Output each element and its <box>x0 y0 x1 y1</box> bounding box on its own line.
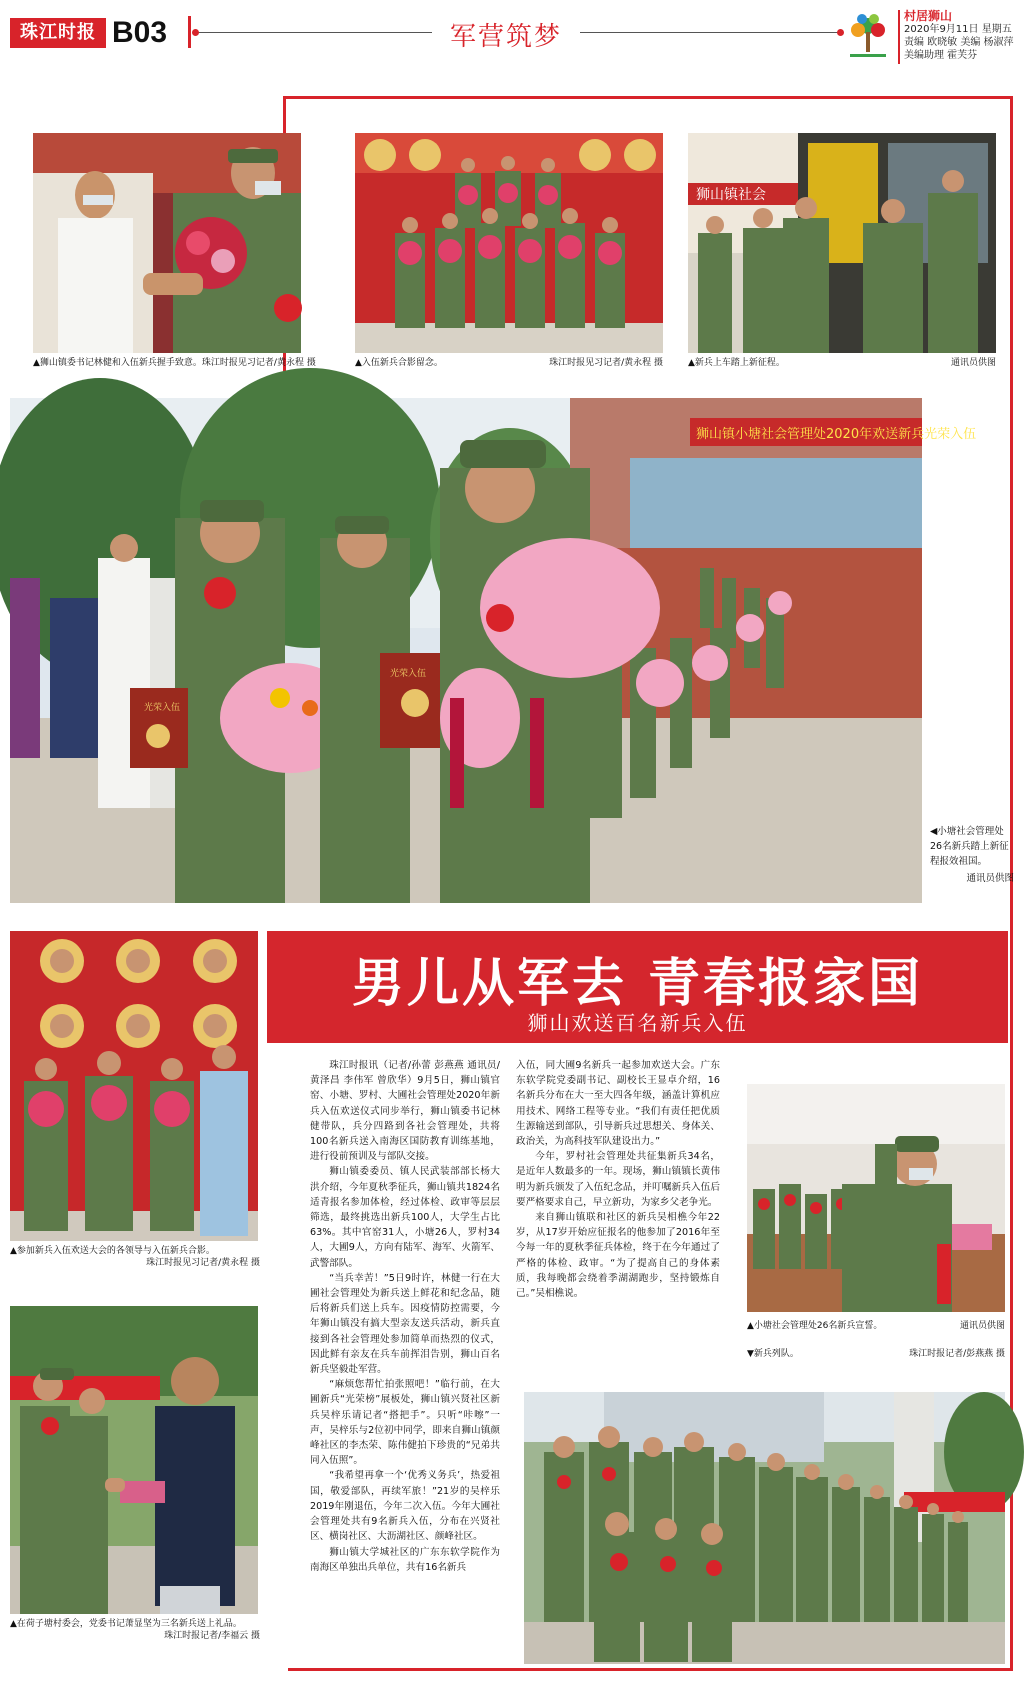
edition-info <box>904 10 1016 62</box>
article-paragraph: 入伍，同大圃9名新兵一起参加欢送大会。广东东软学院党委副书记、副校长王显卓介绍，16名新兵分布在大一至大四各年级，涵盖计算机应用技术、网络工程等专业。“我们有责任把优质生源输送到部队，引导新兵过思想关、身体关、政治关，为高科技军队建设出力。” <box>516 1060 720 1148</box>
caption-handshake: ▲狮山镇委书记林健和入伍新兵握手致意。珠江时报见习记者/黄永程 摄 <box>33 358 316 368</box>
caption-lineup-text: ▼新兵列队。 <box>747 1349 799 1359</box>
article-paragraph: 来自狮山镇联和社区的新兵吴相樵今年22岁，从17岁开始应征报名的他参加了2016年至今每一年的夏秋季征兵体检，终于在今年通过了严格的体检、政审。“为了提高自己的身体素质，我每晚都会绕着季湖湖跑步，坚持锻炼自己。”吴相樵说。 <box>516 1212 720 1300</box>
caption-gift-text: ▲在荷子塘村委会，党委书记萧显坚为三名新兵送上礼品。 <box>10 1619 242 1629</box>
caption-group-credit: 珠江时报见习记者/黄永程 摄 <box>549 358 663 368</box>
caption-leaders-text: ▲参加新兵入伍欢送大会的各领导与入伍新兵合影。 <box>10 1246 215 1256</box>
article-subheadline: 狮山欢送百名新兵入伍 <box>527 1011 748 1035</box>
caption-group <box>355 357 663 369</box>
caption-lineup-credit: 珠江时报记者/彭燕燕 摄 <box>909 1349 1005 1359</box>
headline-banner <box>267 931 1008 1043</box>
article-paragraph: 今年，罗村社会管理处共征集新兵34名，是近年人数最多的一年。现场，狮山镇镇长黄伟明为新兵颁发了入伍纪念品，并叮嘱新兵入伍后要严格要求自己，早立新功，为家乡父老争光。 <box>516 1151 720 1208</box>
caption-march <box>930 824 1014 886</box>
caption-bus <box>688 357 996 369</box>
edition-title: 村居狮山 <box>904 9 953 23</box>
article-paragraph: “麻烦您帮忙拍张照吧！”临行前，在大圃新兵“光荣榜”展板处，狮山镇兴贤社区新兵吴梓乐请记者“搭把手”。只听“咔嚓”一声，吴梓乐与2位初中同学，即来自狮山镇颜峰社区的李杰荣、陈伟健拍下珍贵的“兄弟共同入伍照”。 <box>310 1379 500 1467</box>
caption-leaders <box>10 1245 260 1269</box>
article-headline: 男儿从军去 青春报家国 <box>351 953 924 1014</box>
article-paragraph: “我希望再拿一个‘优秀义务兵’，热爱祖国，敬爱部队，再续军旅！”21岁的吴梓乐2019年刚退伍，今年二次入伍。今年大圃社会管理处共有9名新兵入伍，分布在兴贤社区、横岗社区、大沥湖社区、颜峰社区。 <box>310 1470 500 1543</box>
certificate-text-1: 光荣入伍 <box>144 703 181 713</box>
photo-bus <box>688 133 996 353</box>
newspaper-brand: 珠江时报 <box>10 18 106 48</box>
photo-handshake <box>33 133 301 353</box>
caption-march-text: ◀小塘社会管理处26名新兵踏上新征程报效祖国。 <box>930 826 1009 867</box>
caption-bus-text: ▲新兵上车踏上新征程。 <box>688 358 785 368</box>
article-paragraph: 珠江时报讯（记者/孙蕾 彭燕燕 通讯员/黄泽昌 李伟军 曾欣华）9月5日，狮山镇官窑、小塘、罗村、大圃社会管理处2020年新兵入伍欢送仪式同步举行，狮山镇委书记林健带队，兵分四路到各社会管理处，共将100名新兵送入南海区国防教育训练基地，进行役前预训及与部队交接。 <box>310 1060 500 1163</box>
photo-oath <box>747 1084 1005 1312</box>
caption-group-text: ▲入伍新兵合影留念。 <box>355 358 443 368</box>
caption-march-credit: 通讯员供图 <box>966 873 1014 884</box>
caption-lineup <box>747 1348 1005 1360</box>
header-divider <box>188 16 191 48</box>
bus-sign-text: 狮山镇社会 <box>696 187 766 203</box>
caption-oath-text: ▲小塘社会管理处26名新兵宣誓。 <box>747 1321 883 1331</box>
article-paragraph: 狮山镇大学城社区的广东东软学院作为南海区单独出兵单位，共有16名新兵 <box>310 1546 500 1573</box>
photo-group <box>355 133 663 353</box>
masthead <box>10 8 1014 68</box>
caption-oath-credit: 通讯员供图 <box>959 1321 1005 1331</box>
caption-gift <box>10 1618 260 1642</box>
edition-date: 2020年9月11日 星期五 <box>904 24 1012 35</box>
header-rule-left <box>196 32 432 33</box>
edition-assistant: 美编助理 霍芙芬 <box>904 50 978 61</box>
section-title: 军营筑梦 <box>449 22 562 52</box>
edition-divider <box>898 10 900 64</box>
caption-gift-credit: 珠江时报记者/李福云 摄 <box>164 1631 260 1641</box>
edition-editors: 责编 欧晓敏 美编 杨淑萍 <box>904 37 1014 48</box>
article-column-2 <box>516 1058 720 1378</box>
page-number: B03 <box>112 16 168 49</box>
photo-gift <box>10 1306 258 1614</box>
caption-bus-credit: 通讯员供图 <box>950 358 996 368</box>
certificate-text-2: 光荣入伍 <box>390 669 427 679</box>
caption-leaders-credit: 珠江时报见习记者/黄永程 摄 <box>146 1258 260 1268</box>
article-column-1 <box>310 1058 500 1663</box>
big-banner-text: 狮山镇小塘社会管理处2020年欢送新兵光荣入伍 <box>696 427 977 442</box>
photo-leaders <box>10 931 258 1241</box>
photo-lineup <box>524 1392 1005 1664</box>
caption-oath <box>747 1320 1005 1332</box>
article-paragraph: 狮山镇委委员、镇人民武装部部长杨大洪介绍，今年夏秋季征兵，狮山镇共1824名适青报名参加体检，经过体检、政审等层层筛选，最终挑选出新兵100人，大学生占比63%。其中官窑31人，小塘26人，罗村34人，大圃9人，方向有陆军、海军、火箭军、武警部队。 <box>310 1166 500 1269</box>
tree-logo-icon <box>842 8 894 64</box>
article-paragraph: “当兵幸苦！”5日9时许，林健一行在大圃社会管理处为新兵送上鲜花和纪念品，随后将新兵们送上兵车。因疫情防控需要，今年狮山镇没有搞大型亲友送兵活动，新兵直接到各社会管理处参加简单而热烈的仪式，因此鲜有亲友在兵车前挥泪告别，狮山百名新兵坚毅赴军营。 <box>310 1272 500 1376</box>
header-rule-right <box>580 32 840 33</box>
